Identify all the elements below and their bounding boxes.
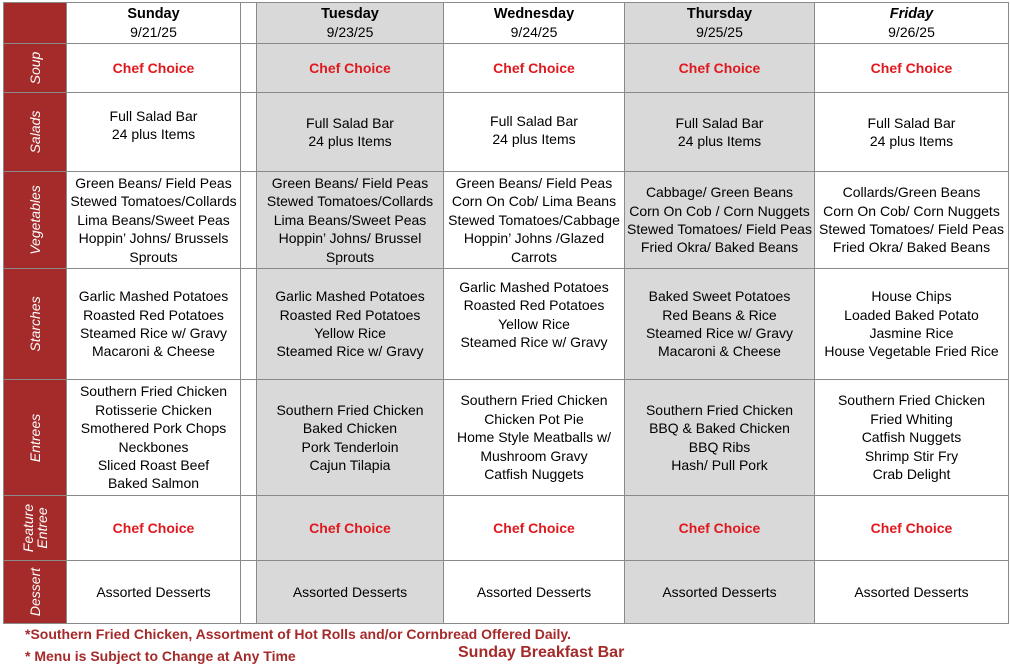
day-date: 9/21/25 bbox=[130, 24, 177, 40]
vegetables-row bbox=[4, 172, 1009, 269]
menu-cell: Assorted Desserts bbox=[257, 561, 444, 624]
menu-item: Full Salad Bar bbox=[490, 113, 578, 129]
menu-item: Catfish Nuggets bbox=[484, 466, 584, 483]
menu-item: Baked Chicken bbox=[302, 420, 398, 437]
soup-row bbox=[4, 44, 1009, 93]
menu-cell bbox=[257, 380, 444, 496]
menu-item: Hoppin’ Johns /Glazed bbox=[463, 230, 605, 247]
menu-item: Stewed Tomatoes/Collards bbox=[70, 193, 237, 210]
menu-item: 24 plus Items bbox=[308, 133, 392, 149]
menu-cell: Chef Choice bbox=[257, 44, 444, 93]
menu-item: Carrots bbox=[511, 248, 557, 265]
day-date: 9/25/25 bbox=[696, 24, 743, 40]
menu-cell: Assorted Desserts bbox=[67, 561, 241, 624]
menu-item: Crab Delight bbox=[872, 466, 951, 483]
menu-cell: Assorted Desserts bbox=[625, 561, 815, 624]
menu-item: Stewed Tomatoes/Cabbage bbox=[448, 211, 620, 228]
day-date: 9/24/25 bbox=[510, 24, 558, 40]
header-row bbox=[4, 3, 1009, 44]
menu-item: Green Beans/ Field Peas bbox=[75, 174, 232, 191]
menu-item: Full Salad Bar bbox=[109, 108, 198, 124]
menu-item: Chicken Pot Pie bbox=[484, 410, 584, 427]
header-corner bbox=[4, 3, 67, 44]
spacer-column bbox=[241, 44, 257, 93]
menu-cell bbox=[444, 93, 625, 172]
footnote-menu-change: * Menu is Subject to Change at Any Time bbox=[25, 648, 296, 664]
day-date: 9/23/25 bbox=[326, 24, 374, 40]
menu-item: Steamed Rice w/ Gravy bbox=[460, 334, 608, 351]
menu-cell bbox=[67, 93, 241, 172]
spacer-column bbox=[241, 93, 257, 172]
day-header-tuesday bbox=[257, 3, 444, 44]
spacer-column bbox=[241, 380, 257, 496]
category-label bbox=[21, 504, 49, 552]
category-soup bbox=[4, 44, 67, 93]
menu-item: Smothered Pork Chops bbox=[80, 420, 227, 437]
menu-item: Roasted Red Potatoes bbox=[463, 297, 605, 314]
day-header-friday bbox=[815, 3, 1009, 44]
category-dessert bbox=[4, 561, 67, 624]
menu-cell bbox=[815, 172, 1009, 269]
menu-cell bbox=[815, 93, 1009, 172]
menu-item: Baked Salmon bbox=[107, 475, 200, 492]
menu-item: Steamed Rice w/ Gravy bbox=[79, 325, 228, 341]
menu-item: Jasmine Rice bbox=[869, 325, 954, 341]
menu-item: 24 plus Items bbox=[111, 126, 196, 143]
menu-item: Corn On Cob/ Lima Beans bbox=[451, 193, 617, 210]
menu-cell bbox=[625, 380, 815, 496]
menu-cell: Chef Choice bbox=[257, 496, 444, 561]
menu-cell bbox=[257, 93, 444, 172]
menu-item: Cabbage/ Green Beans bbox=[645, 184, 794, 201]
menu-item: Sliced Roast Beef bbox=[97, 456, 210, 473]
menu-item: BBQ & Baked Chicken bbox=[649, 420, 790, 437]
menu-item: Full Salad Bar bbox=[306, 114, 394, 131]
category-starches bbox=[4, 269, 67, 380]
day-header-wednesday bbox=[444, 3, 625, 44]
menu-cell: Assorted Desserts bbox=[815, 561, 1009, 624]
menu-item: Southern Fried Chicken bbox=[79, 383, 228, 400]
menu-item: Stewed Tomatoes/ Field Peas bbox=[627, 221, 812, 237]
menu-item: Roasted Red Potatoes bbox=[83, 306, 224, 323]
category-entrees bbox=[4, 380, 67, 496]
starches-row bbox=[4, 269, 1009, 380]
menu-item: Hoppin’ Johns/ Brussels bbox=[78, 230, 229, 247]
day-header-sunday bbox=[67, 3, 241, 44]
menu-cell: Chef Choice bbox=[67, 496, 241, 561]
menu-cell: Chef Choice bbox=[444, 496, 625, 561]
category-label-line: Entree bbox=[34, 507, 50, 549]
menu-item: BBQ Ribs bbox=[688, 438, 751, 455]
spacer-column bbox=[241, 496, 257, 561]
day-name: Tuesday bbox=[321, 5, 379, 22]
menu-item: 24 plus Items bbox=[492, 131, 576, 148]
category-feature-entree bbox=[4, 496, 67, 561]
menu-item: Catfish Nuggets bbox=[861, 429, 962, 446]
menu-item: Sprouts bbox=[325, 248, 375, 265]
menu-item: Collards/Green Beans bbox=[842, 184, 981, 201]
day-name: Thursday bbox=[686, 5, 753, 22]
category-label-line: Feature bbox=[20, 503, 36, 553]
menu-item: Southern Fried Chicken bbox=[460, 392, 608, 409]
menu-cell: Chef Choice bbox=[67, 44, 241, 93]
spacer-column bbox=[241, 269, 257, 380]
menu-cell bbox=[257, 172, 444, 269]
salads-row bbox=[4, 93, 1009, 172]
menu-item: Pork Tenderloin bbox=[301, 438, 399, 455]
menu-item: Home Style Meatballs w/ bbox=[456, 429, 612, 446]
menu-item: Full Salad Bar bbox=[675, 114, 764, 131]
menu-item: Macaroni & Cheese bbox=[92, 343, 215, 360]
spacer-column bbox=[241, 3, 257, 44]
menu-item: Red Beans & Rice bbox=[662, 306, 777, 323]
menu-item: Southern Fried Chicken bbox=[276, 401, 424, 418]
category-salads bbox=[4, 93, 67, 172]
menu-item: Mushroom Gravy bbox=[480, 447, 588, 464]
category-label: Salads bbox=[27, 110, 43, 154]
menu-item: 24 plus Items bbox=[677, 133, 762, 149]
category-label: Starches bbox=[27, 296, 43, 352]
menu-cell bbox=[67, 269, 241, 380]
menu-item: Southern Fried Chicken bbox=[645, 401, 794, 418]
menu-item: Garlic Mashed Potatoes bbox=[275, 288, 425, 305]
menu-item: House Vegetable Fried Rice bbox=[824, 343, 999, 360]
menu-item: Steamed Rice w/ Gravy bbox=[276, 343, 424, 360]
breakfast-bar-heading: Sunday Breakfast Bar bbox=[458, 644, 625, 661]
menu-cell: Chef Choice bbox=[815, 496, 1009, 561]
menu-cell bbox=[257, 269, 444, 380]
menu-item: Stewed Tomatoes/ Field Peas bbox=[819, 221, 1004, 237]
menu-item: Rotisserie Chicken bbox=[95, 401, 212, 418]
menu-item: Cajun Tilapia bbox=[309, 456, 391, 473]
menu-cell bbox=[815, 380, 1009, 496]
menu-item: Yellow Rice bbox=[314, 325, 386, 341]
menu-item: Hoppin’ Johns/ Brussel bbox=[278, 230, 422, 247]
menu-item: Yellow Rice bbox=[498, 315, 570, 332]
menu-item: 24 plus Items bbox=[869, 133, 954, 149]
menu-cell: Chef Choice bbox=[625, 496, 815, 561]
menu-cell bbox=[444, 269, 625, 380]
feature-entree-row bbox=[4, 496, 1009, 561]
category-label: Dessert bbox=[27, 567, 43, 617]
menu-item: Hash/ Pull Pork bbox=[671, 456, 768, 473]
menu-item: Fried Whiting bbox=[870, 410, 953, 427]
dessert-row bbox=[4, 561, 1009, 624]
menu-cell bbox=[625, 172, 815, 269]
menu-cell bbox=[625, 269, 815, 380]
menu-item: Garlic Mashed Potatoes bbox=[459, 279, 609, 295]
menu-cell bbox=[625, 93, 815, 172]
menu-item: Fried Okra/ Baked Beans bbox=[640, 239, 799, 256]
menu-item: Stewed Tomatoes/Collards bbox=[266, 193, 434, 210]
menu-item: Corn On Cob/ Corn Nuggets bbox=[823, 202, 1000, 219]
menu-cell: Chef Choice bbox=[815, 44, 1009, 93]
menu-item: Lima Beans/Sweet Peas bbox=[77, 211, 230, 228]
weekly-menu-table bbox=[3, 2, 1009, 624]
footnote-daily-offerings: *Southern Fried Chicken, Assortment of Hot Rolls and/or Cornbread Offered Daily. bbox=[25, 626, 572, 642]
category-label: Soup bbox=[27, 51, 43, 85]
menu-item: Baked Sweet Potatoes bbox=[648, 288, 791, 305]
menu-cell bbox=[67, 380, 241, 496]
menu-item: Fried Okra/ Baked Beans bbox=[832, 239, 991, 256]
day-name: Sunday bbox=[127, 5, 180, 22]
day-name: Friday bbox=[889, 5, 934, 22]
category-vegetables bbox=[4, 172, 67, 269]
menu-item: Steamed Rice w/ Gravy bbox=[645, 325, 794, 341]
menu-item: Macaroni & Cheese bbox=[658, 343, 781, 360]
menu-cell: Assorted Desserts bbox=[444, 561, 625, 624]
entrees-row bbox=[4, 380, 1009, 496]
menu-item: Neckbones bbox=[118, 438, 189, 455]
category-label: Vegetables bbox=[27, 185, 43, 255]
menu-cell: Chef Choice bbox=[444, 44, 625, 93]
menu-cell: Chef Choice bbox=[625, 44, 815, 93]
menu-item: Lima Beans/Sweet Peas bbox=[273, 211, 427, 228]
menu-item: Garlic Mashed Potatoes bbox=[78, 288, 229, 305]
menu-item: Loaded Baked Potato bbox=[844, 306, 979, 323]
menu-cell bbox=[67, 172, 241, 269]
day-name: Wednesday bbox=[493, 5, 575, 22]
menu-item: Corn On Cob / Corn Nuggets bbox=[629, 202, 810, 219]
spacer-column bbox=[241, 561, 257, 624]
day-date: 9/26/25 bbox=[888, 24, 935, 40]
menu-item: Full Salad Bar bbox=[867, 114, 956, 131]
menu-cell bbox=[815, 269, 1009, 380]
menu-item: Roasted Red Potatoes bbox=[279, 306, 421, 323]
day-header-thursday bbox=[625, 3, 815, 44]
menu-cell bbox=[444, 380, 625, 496]
menu-item: Green Beans/ Field Peas bbox=[271, 174, 429, 191]
menu-item: Sprouts bbox=[129, 248, 178, 265]
menu-cell bbox=[444, 172, 625, 269]
category-label: Entrees bbox=[27, 413, 43, 462]
menu-item: Shrimp Stir Fry bbox=[864, 447, 959, 464]
menu-item: Southern Fried Chicken bbox=[837, 392, 986, 409]
menu-item: House Chips bbox=[871, 288, 952, 305]
menu-item: Green Beans/ Field Peas bbox=[455, 174, 613, 191]
spacer-column bbox=[241, 172, 257, 269]
